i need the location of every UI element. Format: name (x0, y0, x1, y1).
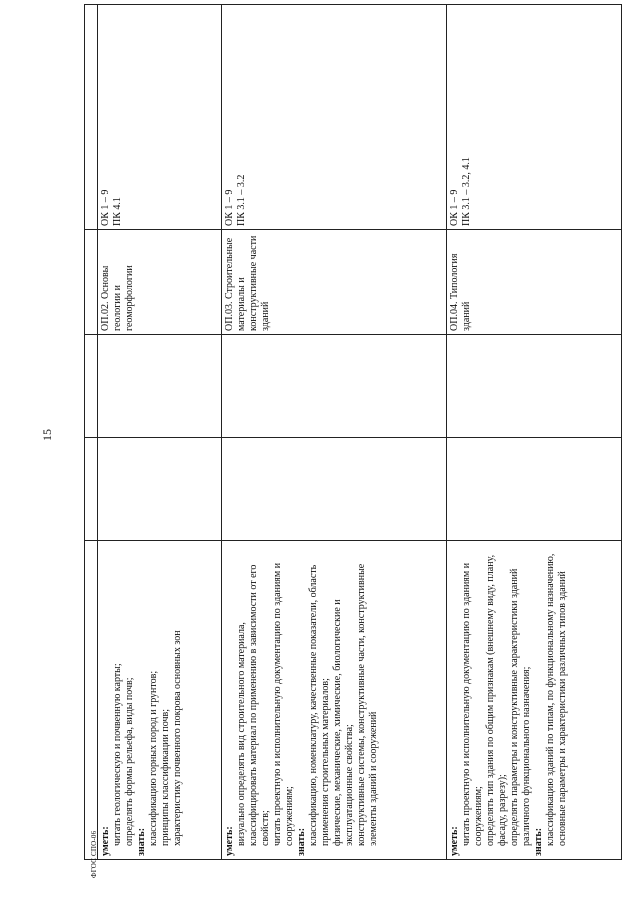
competency-general: ОК 1 – 9 (100, 189, 111, 226)
skill-item: визуально определять вид строительного материала, классифицировать материал по применению в зависимости от его свойств; (236, 564, 272, 846)
know-item: конструктивные системы, конструктивные части, конструктивные элементы зданий и сооружений (356, 563, 380, 846)
empty-cell (447, 335, 622, 438)
competency-table (84, 4, 622, 860)
discipline-cell: ОП.02. Основы геологии и геоморфологии (98, 230, 222, 335)
know-item: физические, механические, химические, биологические и эксплуатационные свойства; (332, 599, 356, 846)
competency-table-rotated (84, 40, 622, 860)
competencies-cell (447, 5, 622, 230)
competency-professional: ПК 3.1 – 3.2, 4.1 (461, 157, 473, 226)
skill-item: читать геологическую и почвенную карты; (112, 663, 123, 846)
know-label: знать: (533, 827, 545, 856)
know-label: знать: (136, 827, 147, 856)
know-item: принципы классификации почв; (160, 709, 171, 846)
skill-item: читать проектную и исполнительную документацию по зданиям и сооружениям; (461, 562, 485, 846)
empty-cell (447, 438, 622, 541)
know-label: знать: (296, 827, 308, 856)
empty-cell (222, 438, 447, 541)
skills-label: уметь: (449, 826, 461, 856)
empty-cell (98, 335, 222, 438)
know-item: классификацию зданий по типам, по функциональному назначению, основные параметры и характеристики различных типов зданий (545, 553, 569, 846)
table-row (98, 5, 222, 860)
skills-cell (447, 541, 622, 860)
skills-label: уметь: (224, 826, 236, 856)
empty-cell (98, 438, 222, 541)
empty-cell (222, 335, 447, 438)
skill-item: определять параметры и конструктивные характеристики зданий различного функционального назначения; (509, 568, 533, 846)
skill-item: определять тип здания по общим признакам (внешнему виду, плану, фасаду, разрезу); (485, 554, 509, 846)
table-row (447, 5, 622, 860)
competency-general: ОК 1 – 9 (449, 189, 461, 226)
competency-general: ОК 1 – 9 (224, 189, 236, 226)
know-item: характеристику почвенного покрова основных зон (172, 630, 183, 846)
know-item: классификацию, номенклатуру, качественные показатели, область применения строительных материалов; (308, 564, 332, 846)
know-item: классификацию горных пород и грунтов; (148, 670, 159, 846)
skills-cell (98, 541, 222, 860)
skill-item: определять формы рельефа, виды почв; (124, 677, 135, 846)
skills-label: уметь: (100, 826, 111, 856)
competencies-cell (222, 5, 447, 230)
competency-professional: ПК 4.1 (112, 197, 123, 226)
discipline-cell: ОП.04. Типология зданий (447, 230, 622, 335)
footer-standard-code: ФГОС СПО-06 (90, 830, 98, 878)
competency-professional: ПК 3.1 – 3.2 (236, 174, 248, 226)
competencies-cell (98, 5, 222, 230)
skills-cell (222, 541, 447, 860)
page-number: 15 (40, 429, 54, 441)
table-top-row (85, 5, 98, 860)
discipline-cell: ОП.03. Строительные материалы и конструктивные части зданий (222, 230, 447, 335)
table-row (222, 5, 447, 860)
skill-item: читать проектную и исполнительную документацию по зданиям и сооружениям; (272, 562, 296, 846)
